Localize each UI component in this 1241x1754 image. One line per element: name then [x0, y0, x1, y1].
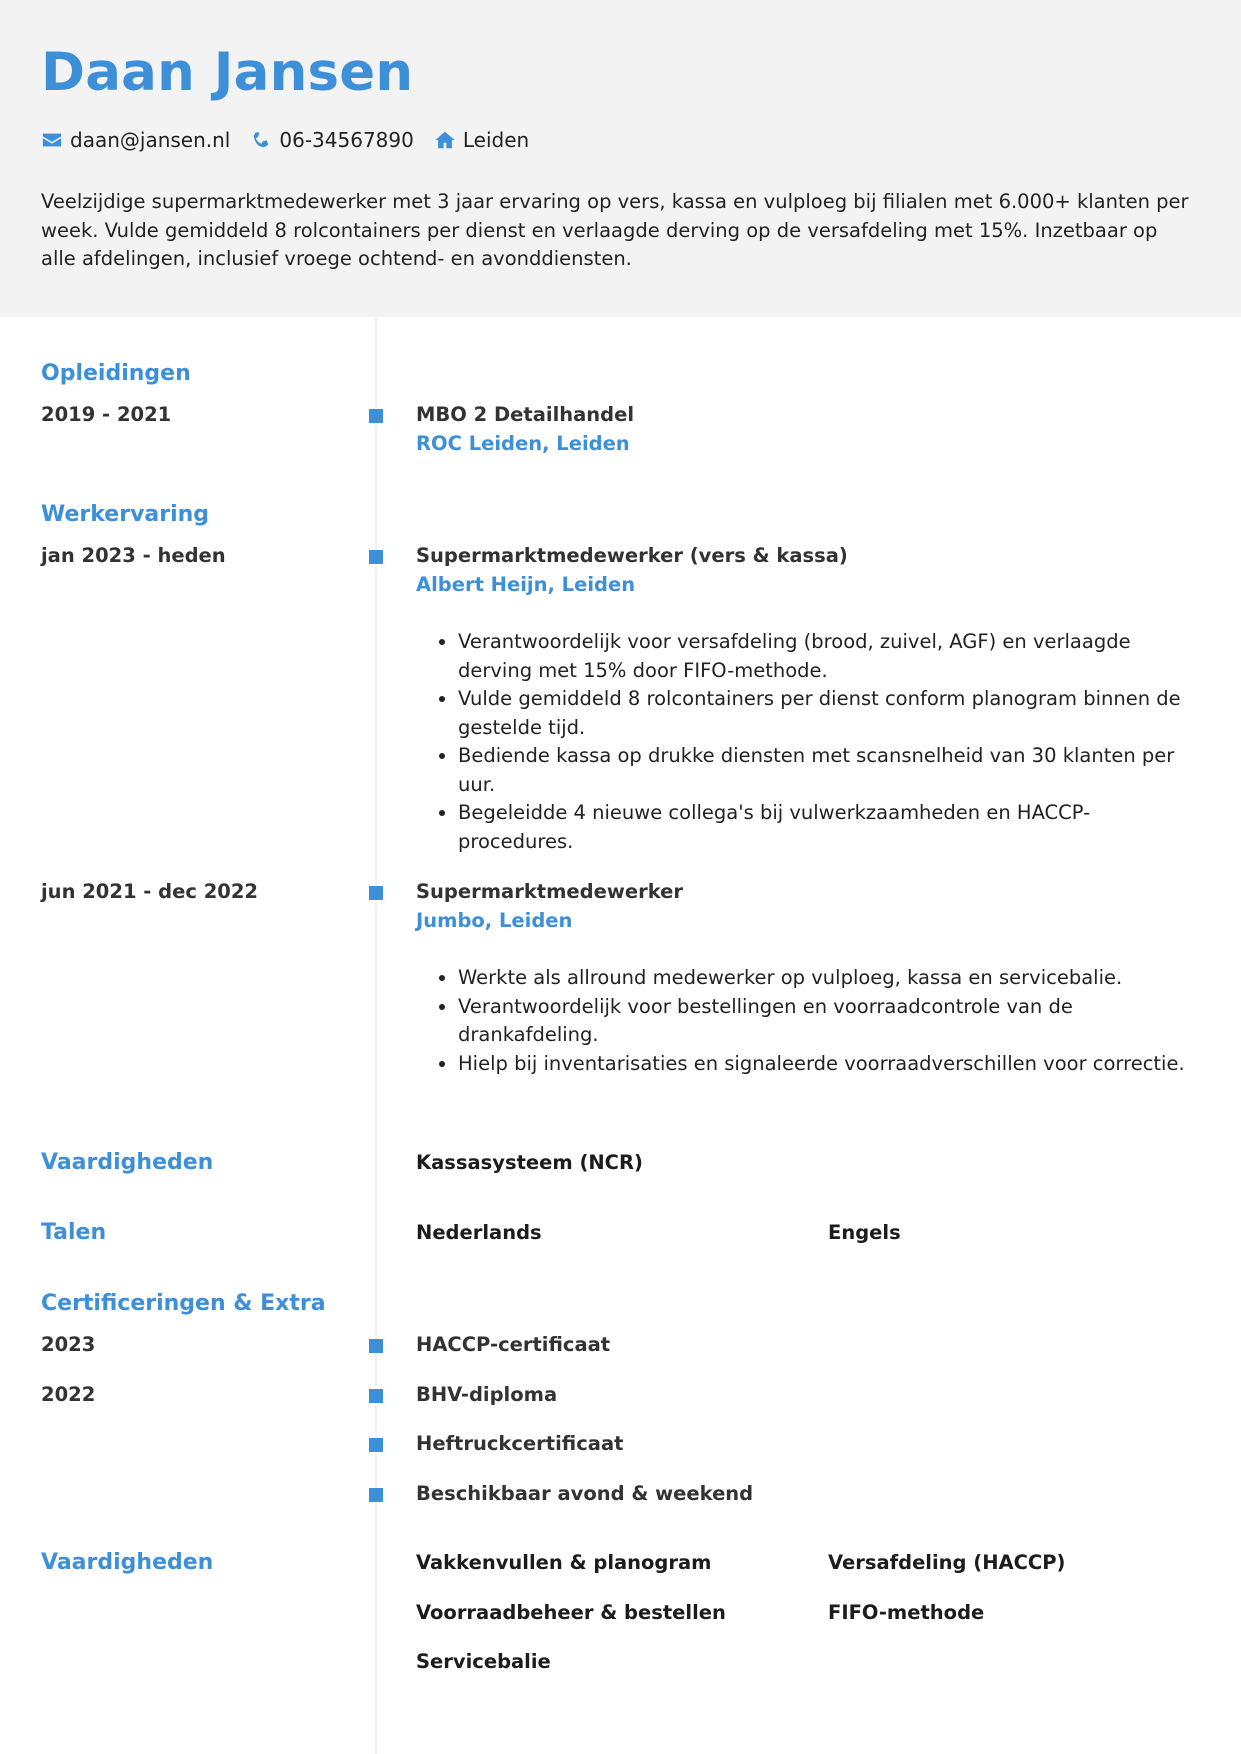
profile-summary: Veelzijdige supermarktmedewerker met 3 jaar ervaring op vers, kassa en vulploeg bij filialen met 6.000+ klanten per week. Vulde gemiddeld 8 rolcontainers per dienst en verlaagde derving op de versafdeling met 15%. Inzetbaar op alle afdelingen, inclusief vroege ochtend- en avonddiensten. [41, 190, 1189, 270]
timeline-marker [369, 1488, 383, 1502]
certification-name: Beschikbaar avond & weekend [416, 1482, 754, 1505]
envelope-icon [41, 129, 63, 151]
certification-name: Heftruckcertificaat [416, 1432, 624, 1455]
experience-bullets [416, 964, 1196, 1078]
experience-role: Supermarktmedewerker (vers & kassa) [416, 544, 848, 567]
home-icon [434, 129, 456, 151]
timeline-marker [369, 1339, 383, 1353]
experience-bullet: • Verantwoordelijk voor versafdeling (brood, zuivel, AGF) en verlaagde derving met 15% door FIFO-methode. [458, 628, 1196, 685]
resume-header [0, 0, 1241, 317]
certification-date: 2023 [41, 1333, 96, 1356]
skill-item: FIFO-methode [828, 1601, 985, 1624]
experience-date: jan 2023 - heden [41, 544, 226, 567]
contact-location [434, 128, 529, 152]
section-title-skills: Vaardigheden [41, 1150, 214, 1175]
timeline-marker [369, 886, 383, 900]
section-title-certifications: Certificeringen & Extra [41, 1291, 326, 1316]
timeline-marker [369, 1389, 383, 1403]
experience-employer: Albert Heijn, Leiden [416, 573, 636, 596]
location-text: Leiden [462, 128, 530, 152]
experience-bullet: • Bediende kassa op drukke diensten met scansnelheid van 30 klanten per uur. [458, 742, 1196, 799]
section-title-skills-secondary: Vaardigheden [41, 1550, 214, 1575]
experience-employer: Jumbo, Leiden [416, 909, 573, 932]
candidate-name: Daan Jansen [41, 42, 414, 103]
skill-item: Vakkenvullen & planogram [416, 1551, 712, 1574]
contact-email [41, 128, 230, 152]
contact-phone [250, 128, 413, 152]
experience-role: Supermarktmedewerker [416, 880, 683, 903]
phone-text: 06-34567890 [279, 128, 414, 152]
experience-bullet: • Werkte als allround medewerker op vulploeg, kassa en servicebalie. [458, 964, 1196, 993]
section-title-languages: Talen [41, 1220, 107, 1245]
education-degree: MBO 2 Detailhandel [416, 403, 635, 426]
experience-bullets [416, 628, 1196, 856]
section-title-education: Opleidingen [41, 361, 191, 386]
experience-bullet: • Begeleidde 4 nieuwe collega's bij vulwerkzaamheden en HACCP-procedures. [458, 799, 1196, 856]
contact-bar [41, 128, 549, 152]
skill-item: Servicebalie [416, 1650, 551, 1673]
certification-name: HACCP-certificaat [416, 1333, 611, 1356]
timeline-marker [369, 409, 383, 423]
experience-bullet: • Verantwoordelijk voor bestellingen en voorraadcontrole van de drankafdeling. [458, 993, 1196, 1050]
timeline-marker [369, 1438, 383, 1452]
timeline-divider [375, 317, 377, 1754]
phone-icon [250, 129, 272, 151]
education-date: 2019 - 2021 [41, 403, 172, 426]
experience-bullet: • Hielp bij inventarisaties en signaleerde voorraadverschillen voor correctie. [458, 1050, 1196, 1079]
experience-date: jun 2021 - dec 2022 [41, 880, 258, 903]
skill-item: Voorraadbeheer & bestellen [416, 1601, 726, 1624]
email-text: daan@jansen.nl [70, 128, 231, 152]
skill-item: Versafdeling (HACCP) [828, 1551, 1066, 1574]
language-item: Engels [828, 1221, 901, 1244]
language-item: Nederlands [416, 1221, 542, 1244]
education-school: ROC Leiden, Leiden [416, 432, 630, 455]
certification-name: BHV-diploma [416, 1383, 558, 1406]
certification-date: 2022 [41, 1383, 96, 1406]
skill-item: Kassasysteem (NCR) [416, 1151, 643, 1174]
timeline-marker [369, 550, 383, 564]
experience-bullet: • Vulde gemiddeld 8 rolcontainers per dienst conform planogram binnen de gestelde tijd. [458, 685, 1196, 742]
section-title-experience: Werkervaring [41, 502, 210, 527]
